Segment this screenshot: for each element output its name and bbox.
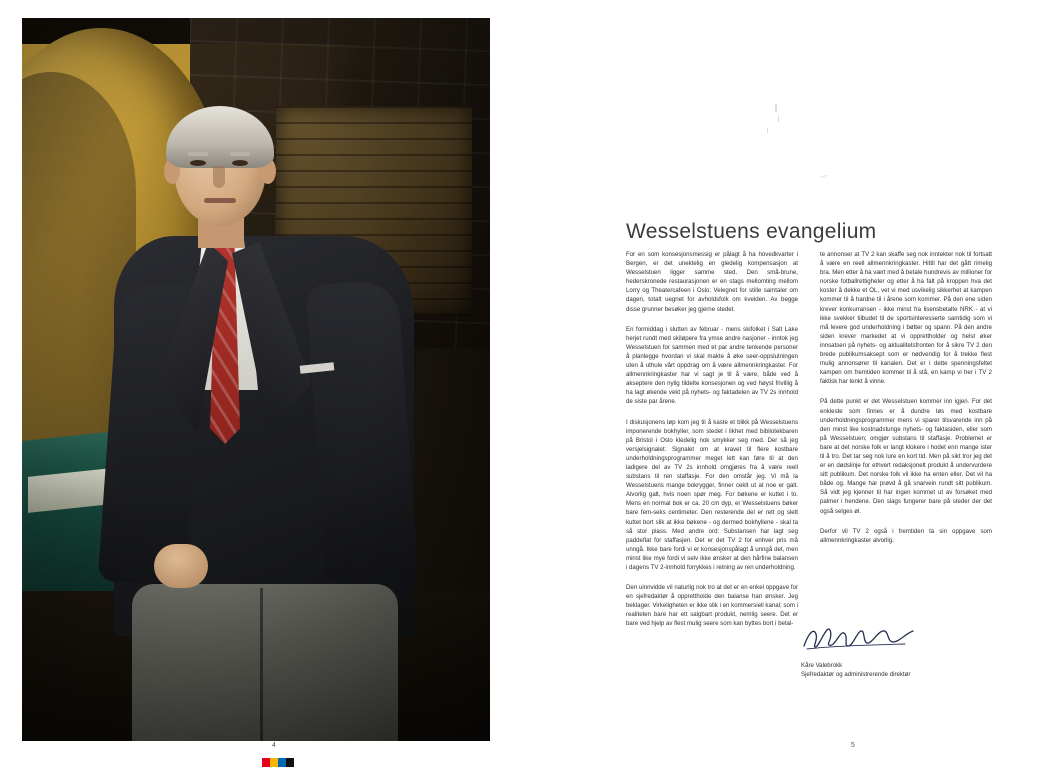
paragraph: Derfor vil TV 2 også i fremtiden ta sin oppgave som allmennkringkaster alvorlig. xyxy=(820,527,992,544)
nose xyxy=(213,166,225,188)
page-title: Wesselstuens evangelium xyxy=(626,220,877,244)
signature-block xyxy=(801,622,981,679)
paragraph: På dette punkt er det Wesselstuen kommer inn igjen. For det enkleste som finnes er å dundre løs med kostbare underholdningsprogrammer mens vi sparer tilsvarende inn på den minst like kostnadstunge nyhets- og faktasiden, eller som på Wesselstuen; omgjør substans til staffasje. Problemet er bare at det norske folk er langt klokere i hodet enn mange ister til å tro. Det tar seg nok lure en kort tid. Men på sikt tror jeg det er en dødslinje for ethvert redaksjonelt produkt å undervurdere sitt publikum. Det norske folk vil ikke ha enten eller. Det vil ha både og. Mange har prøvd å gå snarvein rundt sitt publikum. Så vidt jeg kjenner til har ingen kommet ut av forsøket med palmer i hendene. Den slags fungerer bare på steder der det også selges øl. xyxy=(820,398,992,515)
hand xyxy=(154,544,208,588)
paragraph: En formiddag i slutten av februar - mens skifolket i Salt Lake herjet rundt med skiløpere fra ymse andre nasjoner - inntok jeg Wesselstuen for sammen med et par andre tenkende personer å planlegge hvordan vi skal makte å øke seer-oppslutningen uten å uthule vårt oppdrag om å være allmennkringkaster. For allmennkringkaster har vi sagt je til å være, både ved å akseptere den nylig tildelte konsesjonen og ved høyst frivillig å ha lagt økende vekt på nyhets- og faktadelen av TV 2s innhold de siste par årene. xyxy=(626,325,798,406)
handwritten-signature-icon xyxy=(801,622,917,652)
page-number-right: 5 xyxy=(851,742,855,749)
portrait-photo xyxy=(22,18,490,741)
paragraph: te annonser at TV 2 kan skaffe seg nok inntekter nok til fortsatt å være en reell allmennkringkaster. Hittil har det gått rimelig bra. Men etter å ha vært med å betale hundrevis av millioner for norske fotballrettigheter og etter å ha falt på kroppen hva det koster å dekke et OL, vet vi med usvikelig sikkerhet at kampen kommer til å hardne til i årene som kommer. På den ene siden krever konkurransen - ikke minst fra lisensbetalte NRK - at vi ikke svekker tilbudet til de sportsinteresserte samtidig som vi må levere god underholdning i bøtter og spann. På den andre siden krever markedet at vi opprettholder og helst øker innsatsen på nyhets- og aktualitetsfronten for å sikre TV 2 den brede publikumsaksept som er nødvendig for å trekke flest mulig annonsører til kanalen. Det er i dette spenningsfeltet kampen om fremtiden kommer til å stå, en kamp vi her i TV 2 faktisk har tenkt å vinne. xyxy=(820,251,992,386)
column-2 xyxy=(820,250,992,640)
print-color-bar xyxy=(262,758,294,767)
hair xyxy=(166,106,274,168)
column-1 xyxy=(626,250,798,640)
signatory-name: Kåre Valebrokk xyxy=(801,662,843,669)
trousers xyxy=(132,584,398,741)
article-columns xyxy=(626,250,992,640)
right-eye xyxy=(232,160,248,166)
paragraph: I diskusjonens løp kom jeg til å kaste et blikk på Wesselstuens imponerende bokhyller, som stedet i likhet med bibliotekbaren på Bristol i Oslo kledelig nok smykker seg med. Der så jeg versjelsignalet: Signalet om at kravet til flere kostbare underholdningsprogrammer meget lett kan føre til at den ladigere del av TV 2s innhold omgjøres fra å være reell substans til ren staffasje. For den omstår jeg. Vi må la Wesselstuens mange bokrygger, finner ceklt ut at noe er galt. Alvorlig galt, hvis noen spør meg. For bøkene er kuttet i to. Mens en normal bok er ca. 20 cm dyp, er Wesselstuens bøker bare fem-seks centimeter. Den resterende del er rett og slett kuttet bort slik at ikke bøkene - og dermed bokhyllene - skal ta så stor plass. Med andre ord: Substansen har lagt seg paddeflat for staffasjen. Det er det TV 2 for enhver pris må unngå. Ikke bare fordi vi er konsesjonspålagt å unngå det, men minst like mye fordi vi selv ikke ønsker at den hårfine balansen i dagens TV 2-innhold forrykkes i retning av ren underholdning. xyxy=(626,418,798,571)
paragraph: For en som konsesjonsmessig er pålagt å ha hovedkvarter i Bergen, er det unektelig en gledelig kompensasjon at Wesselstuen ligger samme sted. Den små-brune, hederskronede restaurasjonen er en stags mellomting mellom Lorry og Theatercafeen i Oslo: Velegnet for stille samtaler om dagen, totalt uegnet for avholdsfolk om kvelden. Av begge disse grunner besøker jeg gjerne stedet. xyxy=(626,251,798,313)
right-page xyxy=(520,0,1041,777)
left-eye xyxy=(190,160,206,166)
signatory-role: Sjefredaktør og administrerende direktør xyxy=(801,671,911,678)
portrait-subject xyxy=(114,114,414,741)
paragraph: Den uinnvidde vil naturlig nok tro at det er en enkel oppgave for en sjefredaktør å opprettholde den balanse han ønsker. Jeg beklager. Virkeligheten er ikke slik i en kommersiell kanal; som i realiteten bare har ett salgbart produkt, nemlig seere. Det er bare ved hjelp av flest mulig seere som kan byttes bort i betal- xyxy=(626,584,798,628)
left-eyebrow xyxy=(188,152,208,156)
left-page xyxy=(0,0,520,777)
mouth xyxy=(204,198,236,203)
right-eyebrow xyxy=(230,152,250,156)
trouser-seam xyxy=(260,588,263,741)
page-number-left: 4 xyxy=(272,742,276,749)
